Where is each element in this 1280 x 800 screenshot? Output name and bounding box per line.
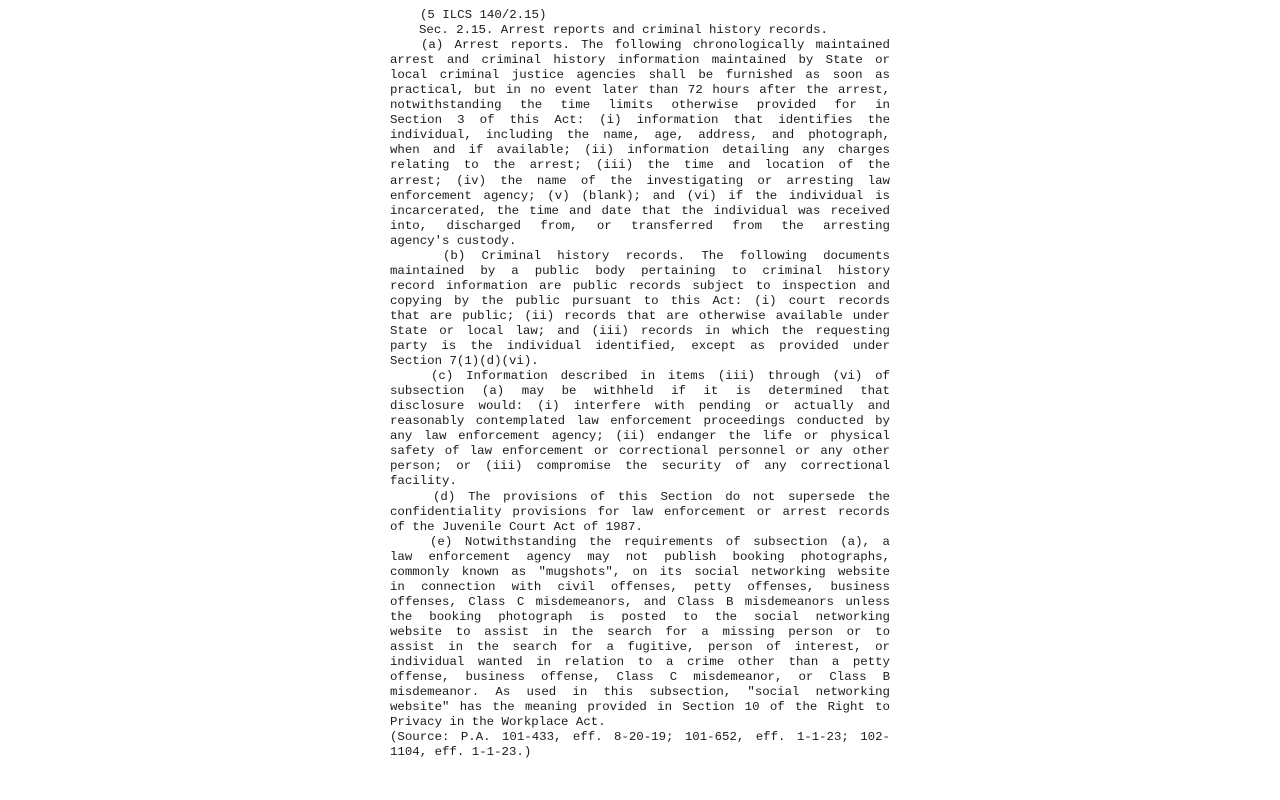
- paragraph-line: in connection with civil offenses, petty offenses, business: [390, 579, 890, 594]
- source-line: (Source: P.A. 101-433, eff. 8-20-19; 101-652, eff. 1-1-23; 102-: [390, 730, 890, 745]
- paragraph-line: arrest; (iv) the name of the investigating or arresting law: [390, 173, 890, 188]
- paragraph-line: website" has the meaning provided in Section 10 of the Right to: [390, 700, 890, 715]
- paragraph-line: of the Juvenile Court Act of 1987.: [390, 519, 643, 534]
- paragraph-a-arrest-reports: [390, 38, 890, 249]
- paragraph-line: the booking photograph is posted to the social networking: [390, 609, 890, 624]
- paragraph-line: safety of law enforcement or correctional personnel or any other: [390, 444, 890, 459]
- paragraph-line: offenses, Class C misdemeanors, and Class B misdemeanors unless: [390, 594, 890, 609]
- source-line: 1104, eff. 1-1-23.): [390, 745, 532, 760]
- paragraph-line: (c) Information described in items (iii) through (vi) of: [431, 369, 890, 384]
- paragraph-line: party is the individual identified, except as provided under: [390, 339, 890, 354]
- paragraph-line: Privacy in the Workplace Act.: [390, 715, 606, 730]
- paragraph-line: local criminal justice agencies shall be furnished as soon as: [390, 68, 890, 83]
- paragraph-line: misdemeanor. As used in this subsection, "social networking: [390, 685, 890, 700]
- paragraph-line: subsection (a) may be withheld if it is determined that: [390, 384, 890, 399]
- paragraph-line: enforcement agency; (v) (blank); and (vi) if the individual is: [390, 188, 890, 203]
- paragraph-line: arrest and criminal history information maintained by State or: [390, 53, 890, 68]
- paragraph-c-withholding: [390, 369, 890, 489]
- source-note: [390, 730, 890, 760]
- paragraph-line: person; or (iii) compromise the security of any correctional: [390, 459, 890, 474]
- paragraph-line: into, discharged from, or transferred from the arresting: [390, 218, 890, 233]
- paragraph-line: practical, but in no event later than 72 hours after the arrest,: [390, 83, 890, 98]
- paragraph-line: commonly known as "mugshots", on its social networking website: [390, 564, 890, 579]
- paragraph-line: assist in the search for a fugitive, person of interest, or: [390, 639, 890, 654]
- paragraph-b-criminal-history-records: [390, 249, 890, 369]
- paragraph-line: Section 7(1)(d)(vi).: [390, 354, 539, 369]
- paragraph-line: (b) Criminal history records. The following documents: [443, 248, 890, 263]
- paragraph-line: (e) Notwithstanding the requirements of subsection (a), a: [430, 534, 890, 549]
- statute-citation: (5 ILCS 140/2.15): [420, 8, 547, 22]
- paragraph-line: offense, business offense, Class C misdemeanor, or Class B: [390, 670, 890, 685]
- paragraph-d-confidentiality: [390, 490, 890, 535]
- statute-document: [390, 8, 890, 760]
- paragraph-line: incarcerated, the time and date that the individual was received: [390, 203, 890, 218]
- paragraph-line: (d) The provisions of this Section do not supersede the: [433, 489, 890, 504]
- paragraph-line: relating to the arrest; (iii) the time and location of the: [390, 158, 890, 173]
- paragraph-line: copying by the public pursuant to this Act: (i) court records: [390, 293, 890, 308]
- paragraph-line: record information are public records subject to inspection and: [390, 278, 890, 293]
- paragraph-line: individual wanted in relation to a crime other than a petty: [390, 655, 890, 670]
- paragraph-line: State or local law; and (iii) records in which the requesting: [390, 323, 890, 338]
- paragraph-line: disclosure would: (i) interfere with pending or actually and: [390, 399, 890, 414]
- paragraph-line: reasonably contemplated law enforcement proceedings conducted by: [390, 414, 890, 429]
- paragraph-line: confidentiality provisions for law enforcement or arrest records: [390, 504, 890, 519]
- paragraph-line: law enforcement agency may not publish booking photographs,: [390, 549, 890, 564]
- paragraph-line: individual, including the name, age, address, and photograph,: [390, 128, 890, 143]
- paragraph-line: website to assist in the search for a missing person or to: [390, 624, 890, 639]
- paragraph-line: that are public; (ii) records that are otherwise available under: [390, 308, 890, 323]
- paragraph-line: any law enforcement agency; (ii) endanger the life or physical: [390, 429, 890, 444]
- section-heading: Sec. 2.15. Arrest reports and criminal history records.: [419, 23, 828, 38]
- paragraph-line: Section 3 of this Act: (i) information that identifies the: [390, 113, 890, 128]
- paragraph-line: facility.: [390, 474, 457, 489]
- paragraph-line: notwithstanding the time limits otherwise provided for in: [390, 98, 890, 113]
- paragraph-e-mugshots: [390, 535, 890, 731]
- paragraph-line: when and if available; (ii) information detailing any charges: [390, 143, 890, 158]
- paragraph-line: (a) Arrest reports. The following chronologically maintained: [421, 38, 890, 53]
- paragraph-line: maintained by a public body pertaining to criminal history: [390, 263, 890, 278]
- paragraph-line: agency's custody.: [390, 233, 517, 248]
